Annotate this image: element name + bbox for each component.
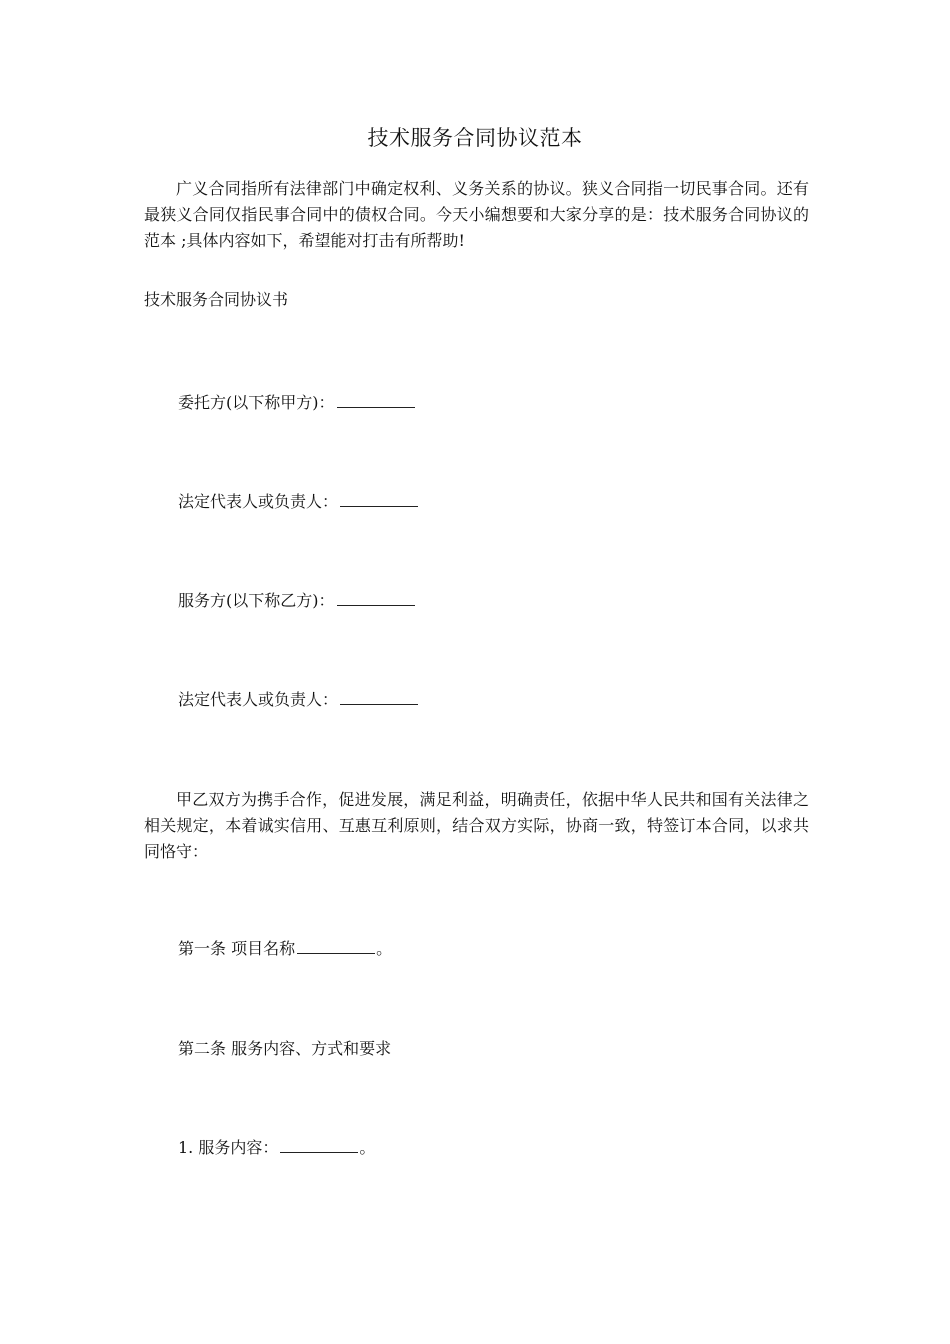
article-2: 第二条 服务内容、方式和要求 xyxy=(178,1039,392,1058)
client-field xyxy=(178,391,415,415)
provider-rep-label: 法定代表人或负责人： xyxy=(178,690,339,709)
intro-paragraph: 广义合同指所有法律部门中确定权利、义务关系的协议。狭义合同指一切民事合同。还有最狭义合同仅指民事合同中的债权合同。今天小编想要和大家分享的是：技术服务合同协议的范本 ;具体内容如下，希望能对打击有所帮助! xyxy=(144,179,809,250)
article-1-suffix: 。 xyxy=(376,939,393,958)
document-title: 技术服务合同协议范本 xyxy=(367,126,583,150)
item-1-label: 1. 服务内容： xyxy=(178,1138,279,1157)
provider-field xyxy=(178,589,415,613)
client-label: 委托方(以下称甲方)： xyxy=(178,393,335,412)
article-1 xyxy=(178,937,392,961)
provider-rep-field xyxy=(178,688,418,712)
client-rep-label: 法定代表人或负责人： xyxy=(178,492,339,511)
preamble-paragraph: 甲乙双方为携手合作，促进发展，满足利益，明确责任，依据中华人民共和国有关法律之相关规定，本着诚实信用、互惠互利原则，结合双方实际，协商一致，特签订本合同，以求共同恪守： xyxy=(144,790,809,861)
client-rep-field xyxy=(178,490,418,514)
provider-rep-blank xyxy=(340,688,418,705)
client-rep-blank xyxy=(340,490,418,507)
article-1-blank xyxy=(297,937,375,954)
client-blank xyxy=(337,391,415,408)
provider-blank xyxy=(337,589,415,606)
contract-subtitle: 技术服务合同协议书 xyxy=(144,290,289,309)
item-1-suffix: 。 xyxy=(359,1138,376,1157)
provider-label: 服务方(以下称乙方)： xyxy=(178,591,335,610)
article-1-label: 第一条 项目名称 xyxy=(178,939,296,958)
item-1 xyxy=(178,1136,375,1160)
item-1-blank xyxy=(280,1136,358,1153)
